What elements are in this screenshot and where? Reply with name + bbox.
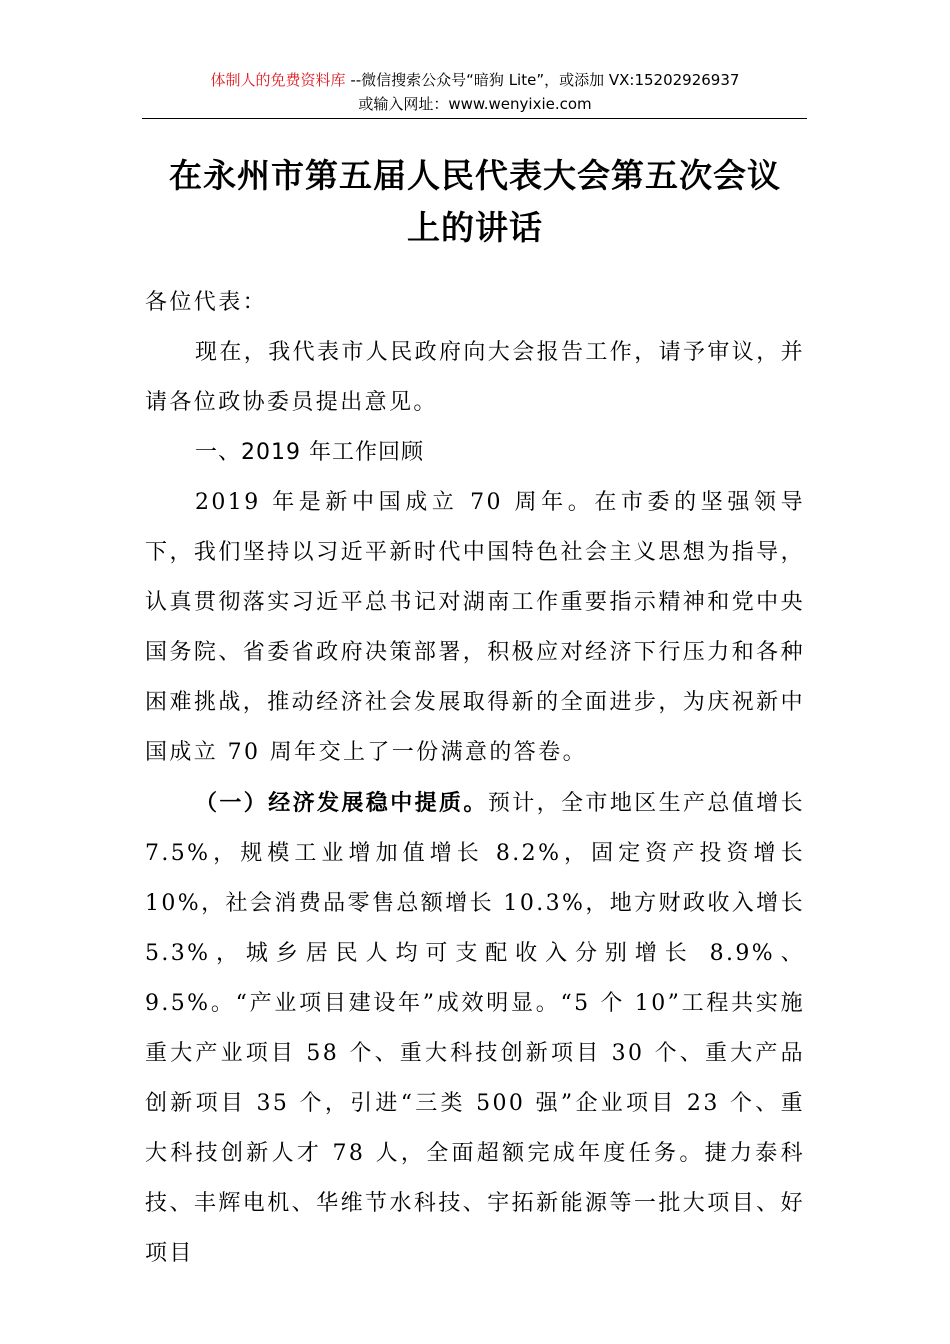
- header-line-2: 或输入网址：www.wenyixie.com: [358, 95, 592, 113]
- header-divider: [142, 118, 807, 119]
- economy-text: 预计，全市地区生产总值增长 7.5%，规模工业增加值增长 8.2%，固定资产投资增长 10%，社会消费品零售总额增长 10.3%，地方财政收入增长 5.3%，城乡居民人均可支配收入分别增长 8.9%、9.5%。“产业项目建设年”成效明显。“5 个 10”工程共实施重大产业项目 58 个、重大科技创新项目 30 个、重大产品创新项目 35 个，引进“三类 500 强”企业项目 23 个、重大科技创新人才 78 人，全面超额完成年度任务。捷力泰科技、丰辉电机、华维节水科技、宇拓新能源等一批大项目、好项目: [145, 791, 806, 1266]
- review-paragraph: 2019 年是新中国成立 70 周年。在市委的坚强领导下，我们坚持以习近平新时代中国特色社会主义思想为指导，认真贯彻落实习近平总书记对湖南工作重要指示精神和党中央国务院、省委省政府决策部署，积极应对经济下行压力和各种困难挑战，推动经济社会发展取得新的全面进步，为庆祝新中国成立 70 周年交上了一份满意的答卷。: [145, 490, 805, 765]
- title-line-1: 在永州市第五届人民代表大会第五次会议: [169, 156, 781, 195]
- economy-paragraph: [145, 778, 805, 1279]
- header-line-1: [140, 68, 810, 92]
- watermark-header: [140, 68, 810, 116]
- document-title: [140, 150, 810, 254]
- section-heading: 一、2019 年工作回顾: [195, 440, 424, 465]
- salutation: 各位代表：: [145, 290, 268, 315]
- economy-lead: （一）经济发展稳中提质。: [195, 790, 488, 816]
- intro-paragraph: 现在，我代表市人民政府向大会报告工作，请予审议，并请各位政协委员提出意见。: [145, 340, 806, 415]
- header-contact: --微信搜索公众号“暗狗 Lite”，或添加 VX:15202926937: [345, 71, 740, 89]
- document-body: [145, 278, 805, 1279]
- title-line-2: 上的讲话: [407, 208, 543, 247]
- header-brand: 体制人的免费资料库: [210, 71, 346, 89]
